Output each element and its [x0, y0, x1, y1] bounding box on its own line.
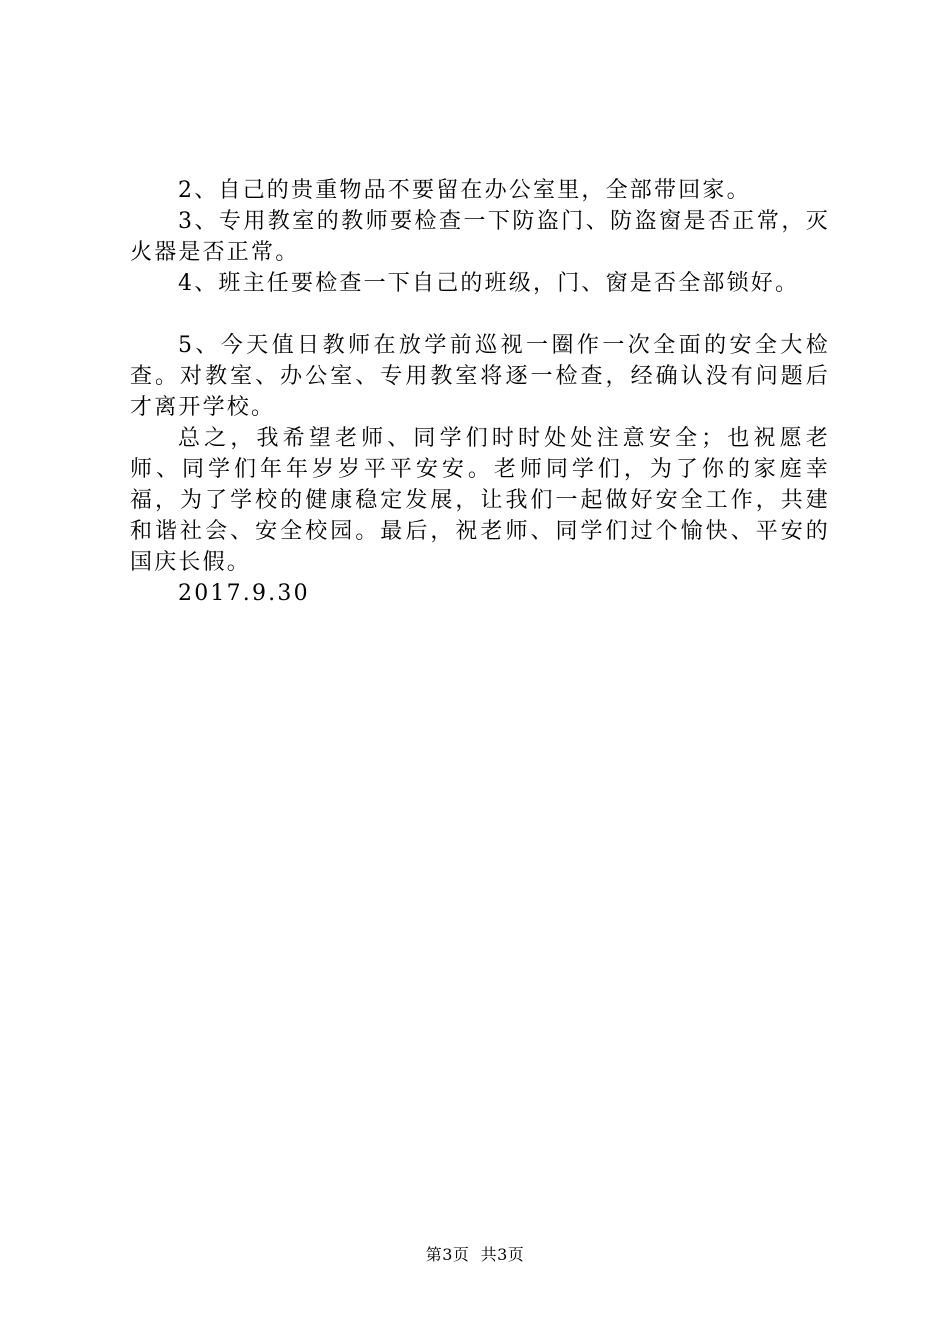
paragraph-item-3: 3、专用教室的教师要检查一下防盗门、防盗窗是否正常，灭火器是否正常。	[130, 209, 830, 265]
page-number-label: 第3页 共3页	[425, 1245, 525, 1264]
page-footer	[0, 1242, 950, 1265]
document-date: 2017.9.30	[178, 581, 310, 606]
paragraph-item-5: 5、今天值日教师在放学前巡视一圈作一次全面的安全大检查。对教室、办公室、专用教室将逐一检查，经确认没有问题后才离开学校。	[130, 333, 830, 420]
paragraph-summary: 总之，我希望老师、同学们时时处处注意安全；也祝愿老师、同学们年年岁岁平平安安。老师同学们，为了你的家庭幸福，为了学校的健康稳定发展，让我们一起做好安全工作，共建和谐社会、安全校园。最后，祝老师、同学们过个愉快、平安的国庆长假。	[130, 426, 830, 575]
document-body	[130, 175, 830, 609]
paragraph-item-2: 2、自己的贵重物品不要留在办公室里，全部带回家。	[178, 178, 751, 203]
paragraph-item-4: 4、班主任要检查一下自己的班级，门、窗是否全部锁好。	[178, 271, 800, 296]
